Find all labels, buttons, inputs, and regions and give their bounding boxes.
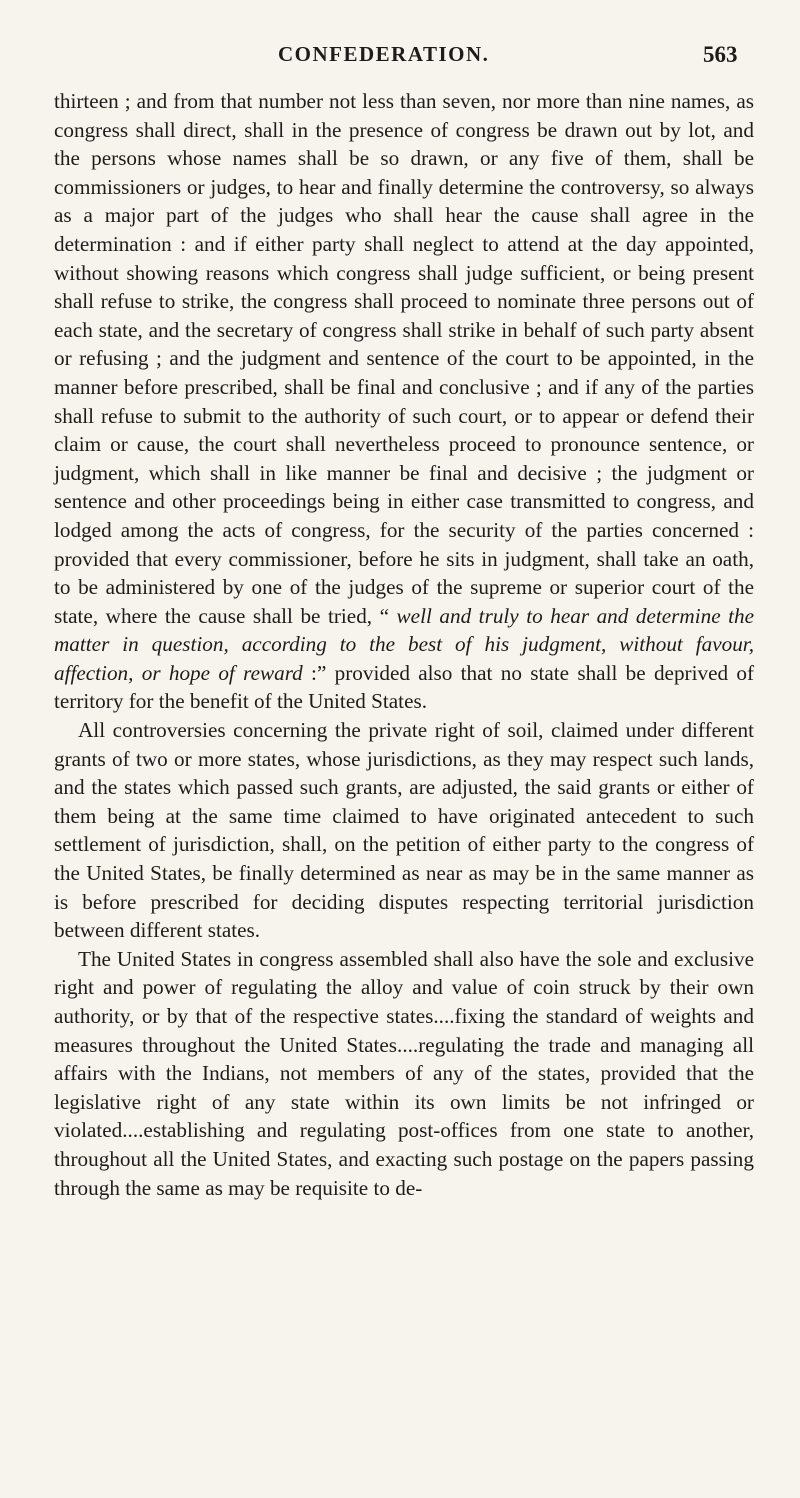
- text-segment: :” provided also that no state shall be deprived of territory for the benefit of the United States.: [54, 660, 755, 714]
- running-head: [0, 42, 800, 82]
- paragraph-soil-controversies: [54, 716, 754, 945]
- italic-oath-text: well and truly to hear and determine the matter in question, according to the best of his judgment, without favour, affection, or hope of reward: [54, 603, 755, 685]
- paragraph-continuation: [54, 87, 754, 716]
- paragraph-congress-powers: [54, 945, 754, 1202]
- page-number: 563: [703, 42, 738, 67]
- text-segment: thirteen ; and from that number not less than seven, nor more than nine names, as congress shall direct, shall in the presence of congress be drawn out by lot, and the persons whose names shall be so drawn, or any five of them, shall be commissioners or judges, to hear and finally determine the controversy, so always as a major part of the judges who shall hear the cause shall agree in the determination : and if either party shall neglect to attend at the day appointed, without showing reasons which congress shall judge sufficient, or being present shall refuse to strike, the congress shall proceed to nominate three persons out of each state, and the secretary of congress shall strike in behalf of such party absent or refusing ; and the judgment and sentence of the court to be appointed, in the manner before prescribed, shall be final and conclusive ; and if any of the parties shall refuse to submit to the authority of such court, or to appear or defend their claim or cause, the court shall nevertheless proceed to pronounce sentence, or judgment, which shall in like manner be final and decisive ; the judgment or sentence and other proceedings being in either case transmitted to congress, and lodged among the acts of congress, for the security of the parties concerned : provided that every commissioner, before he sits in judgment, shall take an oath, to be administered by one of the judges of the supreme or superior court of the state, where the cause shall be tried, “: [54, 89, 754, 628]
- text-segment: All controversies concerning the private right of soil, claimed under different grants of two or more states, whose jurisdictions, as they may respect such lands, and the states which passed such grants, are adjusted, the said grants or either of them being at the same time claimed to have originated antecedent to such settlement of jurisdiction, shall, on the petition of either party to the congress of the United States, be finally determined as near as may be in the same manner as is before prescribed for deciding disputes respecting territorial jurisdiction between different states.: [54, 718, 754, 943]
- running-title: CONFEDERATION.: [278, 42, 490, 66]
- body-text: [54, 87, 754, 1202]
- text-segment: The United States in congress assembled shall also have the sole and exclusive right and power of regulating the alloy and value of coin struck by their own authority, or by that of the respective states....fixing the standard of weights and measures throughout the United States....regulating the trade and managing all affairs with the Indians, not members of any of the states, provided that the legislative right of any state within its own limits be not infringed or violated....establishing and regulating post-offices from one state to another, throughout all the United States, and exacting such postage on the papers passing through the same as may be requisite to de-: [54, 946, 754, 1200]
